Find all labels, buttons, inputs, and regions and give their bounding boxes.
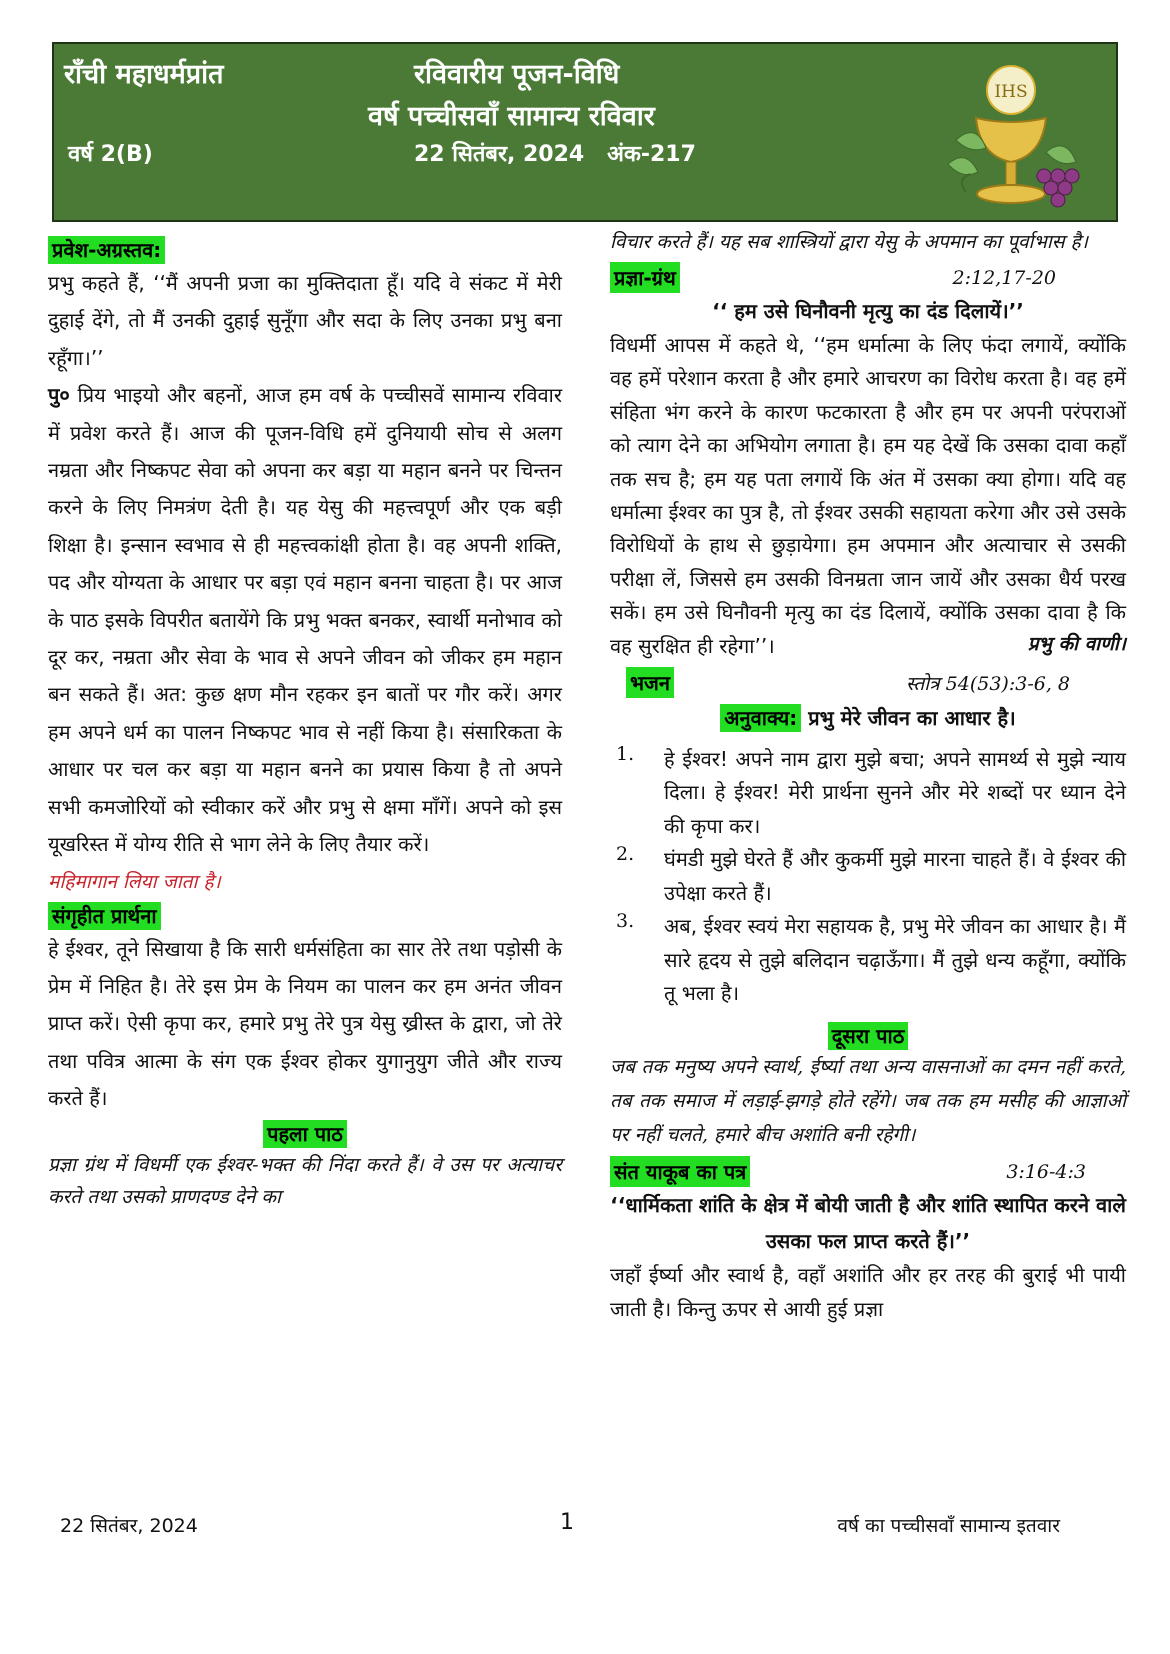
emblem-text: IHS [994, 82, 1028, 102]
psalm-verse [610, 843, 1126, 910]
page-footer [60, 1512, 1060, 1542]
priest-label: पु० [48, 383, 70, 408]
psalm-heading: भजन [626, 667, 674, 698]
diocese-name: राँची महाधर्मप्रांत [64, 59, 224, 90]
word-of-lord: प्रभु की वाणी। [1027, 633, 1126, 656]
response-text: प्रभु मेरे जीवन का आधार है। [801, 706, 1016, 731]
header-banner [52, 42, 1118, 222]
entrance-antiphon-text: प्रभु कहते हैं, ‘‘मैं अपनी प्रजा का मुक्तिदाता हूँ। यदि वे संकट में मेरी दुहाई देंगे, तो मैं उनकी दुहाई सुनूँगा और सदा के लिए उनका प्रभु बना रहूँगा।’’ [48, 271, 562, 370]
verse-number: 2. [616, 843, 635, 866]
first-reading-heading: पहला पाठ [263, 1120, 347, 1148]
psalm-verse [610, 743, 1126, 843]
verse-text: हे ईश्वर! अपने नाम द्वारा मुझे बचा; अपने सामर्थ्य से मुझे न्याय दिला। हे ईश्वर! मेरी प्रार्थना सुनने और मेरे शब्दों पर ध्यान देने की कृपा कर। [664, 747, 1126, 838]
priest-introduction-text: प्रिय भाइयो और बहनों, आज हम वर्ष के पच्चीसवें सामान्य रविवार में प्रवेश करते हैं। आज की पूजन-विधि हमें दुनियायी सोच से अलग नम्रता और निष्कपट सेवा को अपना कर बड़ा या महान बनने पर चिन्तन करने के लिए निमत्रंण देती है। यह येसु की महत्त्वपूर्ण और एक बड़ी शिक्षा है। इन्सान स्वभाव से ही महत्त्वकांक्षी होता है। वह अपनी शक्ति, पद और योग्यता के आधार पर बड़ा एवं महान बनना चाहता है। पर आज के पाठ इसके विपरीत बतायेंगे कि प्रभु भक्त बनकर, स्वार्थी मनोभाव को दूर कर, नम्रता और सेवा के भाव से अपने जीवन को जीकर हम महान बन सकते हैं। अत: कुछ क्षण मौन रहकर इन बातों पर गौर करें। अगर हम अपने धर्म का पालन निष्कपट भाव से नहीं किया है। संसारिकता के आधार पर चल कर बड़ा या महान बनने का प्रयास किया है तो अपने सभी कमजोरियों को स्वीकार करें और प्रभु से क्षमा माँगें। अपने को इस यूखरिस्त में योग्य रीति से भाग लेने के लिए तैयार करें। [48, 383, 562, 857]
james-reference: 3:16-4:3 [1006, 1160, 1086, 1183]
verse-number: 1. [616, 743, 635, 766]
wisdom-reading-text: विधर्मी आपस में कहते थे, ‘‘हम धर्मात्मा के लिए फंदा लगायें, क्योंकि वह हमें परेशान करता है और हमारे आचरण का विरोध करता है। वह हमें संहिता भंग करने के कारण फटकारता है और हम पर अपनी परंपराओं को त्याग देने का अभियोग लगाता है। हम यह देखें कि उसका दावा कहाँ तक सच है; हम यह पता लगायें कि अंत में उसका क्या होगा। यदि वह धर्मात्मा ईश्वर का पुत्र है, तो ईश्वर उसकी सहायता करेगा और उसे उसके विरोधियों के हाथ से छुड़ायेगा। हम अपमान और अत्याचार से उसकी परीक्षा लें, जिससे हम उसकी विनम्रता जान जायें और उसका धैर्य परख सकें। हम उसे घिनौवनी मृत्यु का दंड दिलायें, क्योंकि उसका दावा है कि वह सुरक्षित ही रहेगा’’। [610, 333, 1126, 658]
first-reading-intro-continued: विचार करते हैं। यह सब शास्त्रियों द्वारा येसु के अपमान का पूर्वाभास है। [610, 231, 1088, 253]
left-column [48, 236, 562, 1213]
collect-heading: संगृहीत प्रार्थना [48, 902, 161, 930]
psalm-response [610, 704, 1126, 731]
priest-introduction [48, 377, 562, 863]
second-reading-intro: जब तक मनुष्य अपने स्वार्थ, ईर्ष्या तथा अन्य वासनाओं का दमन नहीं करते, तब तक समाज में लड़ाई-झगड़े होते रहेंगे। जब तक हम मसीह की आज्ञाओं पर नहीं चलते, हमारे बीच अशांति बनी रहेगी। [610, 1056, 1126, 1146]
right-column [610, 226, 1126, 1326]
wisdom-quote: ‘‘ हम उसे घिनौवनी मृत्यु का दंड दिलायें।’’ [712, 299, 1024, 323]
second-reading-heading: दूसरा पाठ [828, 1022, 909, 1050]
psalm-reference: स्तोत्र 54(53):3-6, 8 [905, 672, 1070, 695]
verse-number: 3. [616, 910, 635, 933]
james-reading-text: जहाँ ईर्ष्या और स्वार्थ है, वहाँ अशांति और हर तरह की बुराई भी पायी जाती है। किन्तु ऊपर से आयी हुई प्रज्ञा [610, 1263, 1126, 1321]
footer-title: वर्ष का पच्चीसवाँ सामान्य इतवार [837, 1515, 1060, 1537]
chalice-emblem-icon [936, 52, 1086, 214]
bulletin-title: रविवारीय पूजन-विधि [414, 59, 620, 90]
footer-date: 22 सितंबर, 2024 [60, 1515, 198, 1537]
collect-prayer-text: हे ईश्वर, तूने सिखाया है कि सारी धर्मसंहिता का सार तेरे तथा पड़ोसी के प्रेम में निहित है। तेरे इस प्रेम के नियम का पालन कर हम अनंत जीवन प्राप्त करें। ऐसी कृपा कर, हमारे प्रभु तेरे पुत्र येसु ख्रीस्त के द्वारा, जो तेरे तथा पवित्र आत्मा के संग एक ईश्वर होकर युगानुयुग जीते और राज्य करते हैं। [48, 936, 562, 1111]
first-reading-intro: प्रज्ञा ग्रंथ में विधर्मी एक ईश्वर-भक्त की निंदा करते हैं। वे उस पर अत्याचर करते तथा उसको प्राणदण्ड देने का [48, 1153, 562, 1208]
james-letter-heading: संत याकूब का पत्र [610, 1156, 750, 1187]
wisdom-reference: 2:12,17-20 [952, 266, 1056, 289]
psalm-verse [610, 910, 1126, 1010]
gloria-note: महिमागान लिया जाता है। [48, 870, 221, 893]
sunday-subtitle: वर्ष पच्चीसवाँ सामान्य रविवार [368, 101, 655, 132]
entrance-antiphon-heading: प्रवेश-अग्रस्तव: [48, 236, 165, 264]
date-issue: 22 सितंबर, 2024 अंक-217 [414, 142, 696, 167]
page-number: 1 [560, 1510, 574, 1535]
response-label: अनुवाक्य: [720, 704, 801, 732]
verse-text: अब, ईश्वर स्वयं मेरा सहायक है, प्रभु मेरे जीवन का आधार है। मैं सारे हृदय से तुझे बलिदान चढ़ाऊँगा। मैं तुझे धन्य कहूँगा, क्योंकि तू भला है। [664, 914, 1126, 1005]
year-label: वर्ष 2(B) [68, 142, 153, 167]
james-quote: ‘‘धार्मिकता शांति के क्षेत्र में बोयी जाती है और शांति स्थापित करने वाले उसका फल प्राप्त करते हैं।’’ [610, 1193, 1126, 1254]
verse-text: घंमडी मुझे घेरते हैं और कुकर्मी मुझे मारना चाहते हैं। वे ईश्वर की उपेक्षा करते हैं। [664, 847, 1126, 905]
wisdom-book-heading: प्रज्ञा-ग्रंथ [610, 262, 680, 293]
